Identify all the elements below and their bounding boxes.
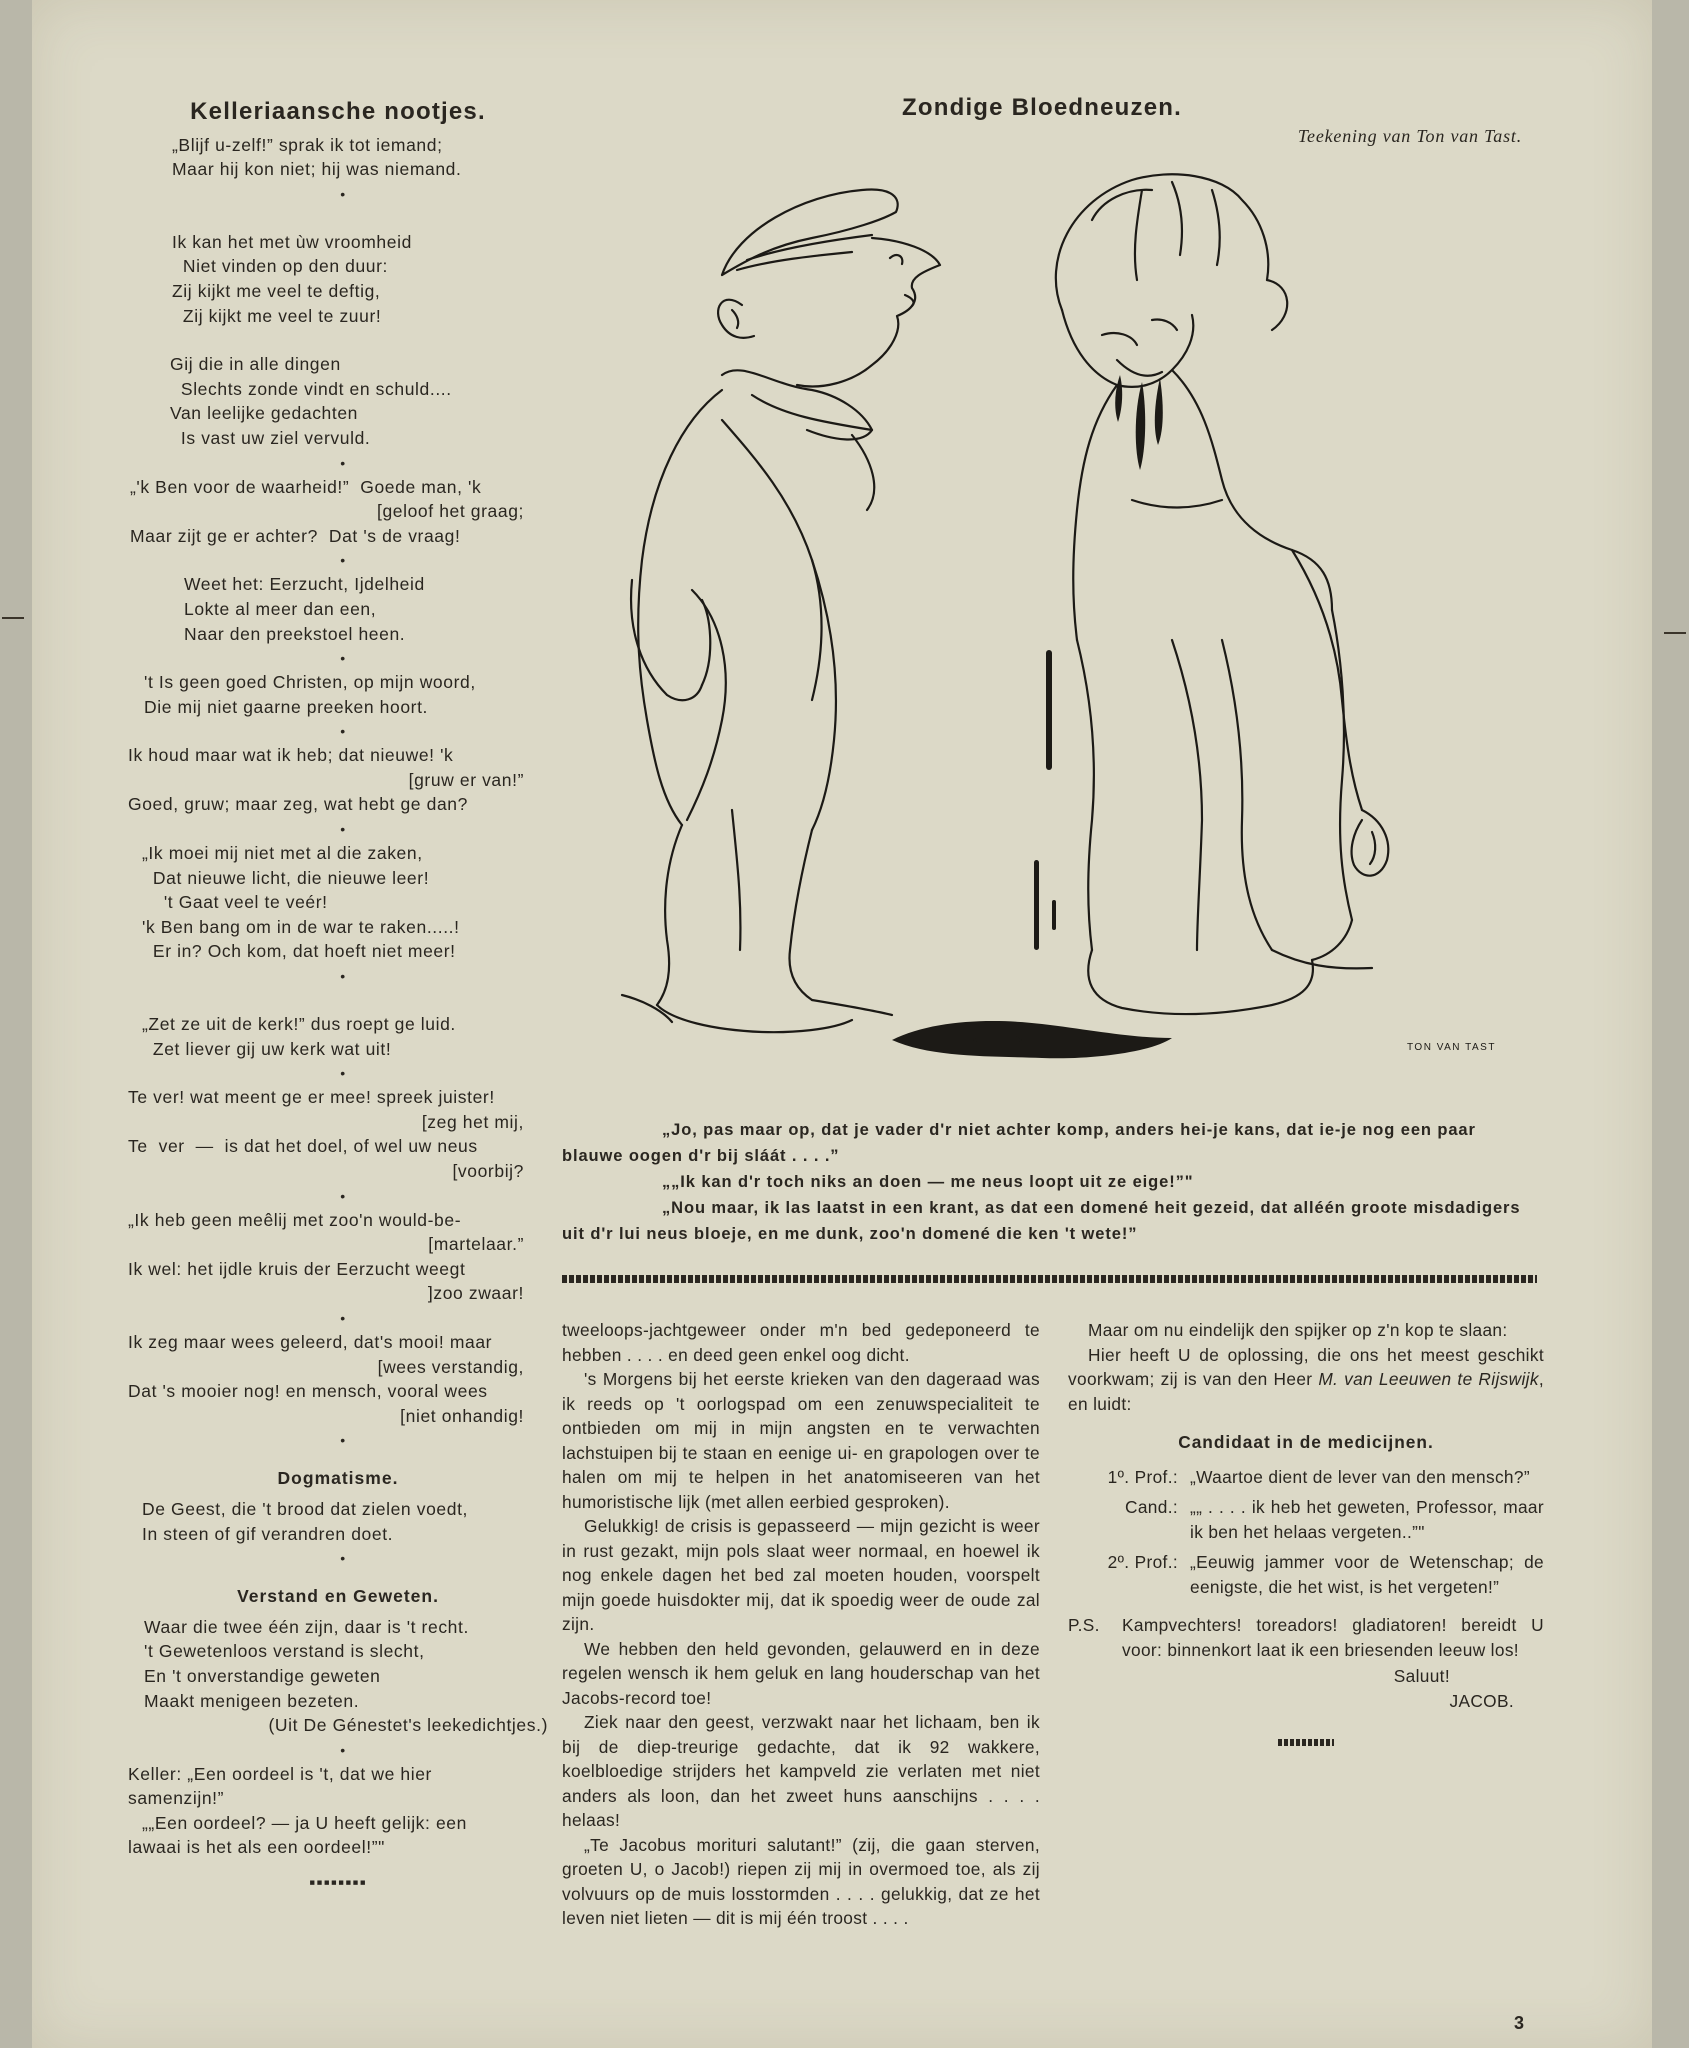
- left-figure-collar: [722, 370, 872, 439]
- left-figure-trousers: [657, 825, 682, 1005]
- left-figure-coat: [638, 390, 722, 825]
- paragraph: „Te Jacobus morituri salutant!” (zij, die gaan sterven, groeten U, o Jacob!) riepen zij mij in overmoed toe, als zij volvuurs op de muis losstormden . . . . gelukkig, dat ze het leven niet lieten — dit is mij één troost . . . .: [562, 1834, 1040, 1928]
- source-credit: (Uit De Génestet's leekedichtjes.): [268, 1715, 548, 1736]
- crop-mark-right: [1664, 632, 1686, 634]
- blood-drip: [1046, 650, 1052, 770]
- verse-line: Maar zijt ge er achter? Dat 's de vraag!: [130, 525, 461, 546]
- speaker: Cand.:: [1124, 1497, 1178, 1517]
- paragraph: tweeloops-jachtgeweer onder m'n bed gedeponeerd te hebben . . . . en deed geen enkel oog dicht.: [562, 1320, 1040, 1365]
- verse-line: Naar den preekstoel heen.: [184, 623, 406, 644]
- winner-name: M. van Leeuwen te Rijswijk: [1318, 1369, 1539, 1389]
- blood-drip: [1115, 375, 1122, 422]
- stanza: [128, 1615, 548, 1738]
- author-signature: JACOB.: [1449, 1690, 1514, 1711]
- stanza: [128, 1330, 548, 1428]
- dotted-rule: [562, 1275, 1537, 1283]
- speaker: 2º. Prof.:: [1107, 1552, 1178, 1572]
- postscript: [1068, 1613, 1544, 1662]
- separator-dot: •: [340, 723, 346, 740]
- verse-line: Slechts zonde vindt en schuld....: [170, 378, 452, 399]
- right-figure-body: [1172, 370, 1332, 610]
- newspaper-page: [32, 0, 1652, 2048]
- right-figure-shoes: [1088, 950, 1313, 1014]
- verse-line: Te ver! wat meent ge er mee! spreek juister!: [128, 1087, 495, 1108]
- section-title: Kelleriaansche nootjes.: [190, 98, 486, 125]
- paragraph: Maar om nu eindelijk den spijker op z'n kop te slaan:: [1088, 1320, 1508, 1340]
- paragraph-text: , en luidt:: [1068, 1369, 1544, 1414]
- verse-line: Ik wel: het ijdle kruis der Eerzucht weegt: [128, 1258, 466, 1279]
- right-column-article: [1068, 1318, 1544, 1746]
- speaker: 1º. Prof.:: [1107, 1466, 1178, 1487]
- verse-line: Weet het: Eerzucht, Ijdelheid: [184, 574, 425, 595]
- verse-line: [zeg het mij,: [421, 1111, 524, 1132]
- separator-dot: •: [340, 1550, 346, 1567]
- verse-line: 't Gewetenloos verstand is slecht,: [144, 1641, 425, 1662]
- blood-puddle: [892, 1021, 1172, 1058]
- blood-drip: [1034, 860, 1039, 950]
- verse-line: Lokte al meer dan een,: [184, 598, 377, 619]
- salutation: Saluut!: [1393, 1666, 1450, 1686]
- blood-drip: [1052, 900, 1056, 930]
- cartoon-caption: [562, 1117, 1542, 1247]
- verse-line: Maakt menigeen bezeten.: [144, 1690, 360, 1711]
- verse-line: En 't onverstandige geweten: [144, 1665, 381, 1686]
- separator-dot: •: [340, 552, 346, 569]
- subheading-dogmatisme: Dogmatisme.: [277, 1468, 399, 1489]
- stanza: [128, 670, 548, 719]
- paragraph: We hebben den held gevonden, gelauwerd en in deze regelen wensch ik hem geluk en lang houderschap van het Jacobs-record toe!: [562, 1638, 1040, 1708]
- left-figure-shoes: [657, 1005, 852, 1032]
- verse-line: Keller: „Een oordeel is 't, dat we hier: [128, 1763, 432, 1784]
- verse-line: [voorbij?: [452, 1161, 524, 1181]
- verse-line: [wees verstandig,: [377, 1356, 524, 1377]
- verse-line: Maar hij kon niet; hij was niemand.: [172, 159, 462, 180]
- paragraph: Gelukkig! de crisis is gepasseerd — mijn gezicht is weer in rust gezakt, mijn pols slaat weer normaal, en hoewel ik nog enkele dagen het bed zal moeten houden, voorspelt mijn goede huisdokter mij, dat ik spoedig weer de oude zal zijn.: [562, 1516, 1040, 1634]
- paragraph: [1068, 1343, 1544, 1417]
- separator-dot: •: [340, 1065, 346, 1082]
- paragraph: 's Morgens bij het eerste krieken van den dageraad was ik reeds op 't oorlogspad om een zenuwspecialiteit te ontbieden om mij in mijn angsten en te verwachten lachstuipen bij te staan en eenige ui- en grapologen over te halen om mij te helpen in het anatomiseeren van het humoristische lijk (met allen eerbied gesproken).: [562, 1369, 1040, 1512]
- verse-line: lawaai is het als een oordeel!”": [128, 1837, 385, 1858]
- verse-line: In steen of gif verandren doet.: [142, 1523, 394, 1544]
- ps-text: Kampvechters! toreadors! gladiatoren! bereidt U voor: binnenkort laat ik een briesenden leeuw los!: [1122, 1615, 1544, 1660]
- verse-line: Dat 's mooier nog! en mensch, vooral wees: [128, 1381, 488, 1402]
- verse-line: Ik zeg maar wees geleerd, dat's mooi! maar: [128, 1331, 493, 1352]
- end-rule-short: [1278, 1739, 1334, 1746]
- stanza: [128, 133, 548, 182]
- verse-line: Is vast uw ziel vervuld.: [170, 427, 371, 448]
- page-number: 3: [1514, 2013, 1525, 2033]
- verse-line: Zet liever gij uw kerk wat uit!: [142, 1038, 392, 1059]
- verse-line: Er in? Och kom, dat hoeft niet meer!: [142, 941, 456, 962]
- separator-dot: •: [340, 1432, 346, 1449]
- right-figure-face: [1062, 310, 1193, 387]
- verse-line: De Geest, die 't brood dat zielen voedt,: [142, 1498, 468, 1519]
- stanza: [128, 1497, 548, 1546]
- right-figure-hair: [1056, 174, 1268, 310]
- left-figure-ear: [718, 300, 754, 338]
- verse-line: „Ik moei mij niet met al die zaken,: [142, 843, 423, 864]
- verse-line: Ik houd maar wat ik heb; dat nieuwe! 'k: [128, 745, 454, 766]
- speech: „Eeuwig jammer voor de Wetenschap; de eenigste, die het wist, is het vergeten!”: [1190, 1552, 1544, 1597]
- verse-line: Zij kijkt me veel te zuur!: [172, 305, 382, 326]
- stanza: [128, 352, 548, 450]
- stanza: [128, 841, 548, 964]
- right-figure-hand: [1352, 810, 1389, 876]
- subheading-verstand: Verstand en Geweten.: [237, 1586, 439, 1607]
- verse-line: „„Een oordeel? — ja U heeft gelijk: een: [142, 1812, 467, 1833]
- separator-dot: •: [340, 821, 346, 838]
- cartoon-illustration: [572, 160, 1532, 1100]
- subheading-candidaat: Candidaat in de medicijnen.: [1178, 1432, 1434, 1452]
- verse-line: Zij kijkt me veel te deftig,: [172, 280, 381, 301]
- paragraph-text: Hier heeft U de oplossing, die ons het meest geschikt voorkwam; zij is van den Heer: [1068, 1344, 1544, 1389]
- caption-line: „„Ik kan d'r toch niks an doen — me neus loopt uit ze eige!”": [662, 1173, 1194, 1191]
- verse-line: 't Is geen goed Christen, op mijn woord,: [144, 672, 476, 693]
- verse-line: [martelaar.”: [428, 1234, 524, 1255]
- ps-label: P.S.: [1068, 1615, 1100, 1635]
- speech: „„ . . . . ik heb het geweten, Professor, maar ik ben het helaas vergeten..”": [1190, 1497, 1544, 1542]
- artist-signature: TON VAN TAST: [1407, 1042, 1496, 1053]
- stanza: [128, 1012, 548, 1061]
- verse-line: Ik kan het met ùw vroomheid: [172, 231, 412, 252]
- verse-line: Dat nieuwe licht, die nieuwe leer!: [142, 867, 430, 888]
- stanza: [128, 1762, 548, 1860]
- verse-line: Niet vinden op den duur:: [172, 256, 389, 277]
- separator-dot: •: [340, 1187, 346, 1204]
- stanza: [128, 1208, 548, 1306]
- right-figure-arm: [1292, 550, 1362, 810]
- stanza: [128, 572, 548, 646]
- verse-line: Goed, gruw; maar zeg, wat hebt ge dan?: [128, 794, 468, 815]
- stanza: [128, 475, 548, 549]
- dialogue-line: [1068, 1550, 1544, 1599]
- verse-line: Gij die in alle dingen: [170, 354, 341, 375]
- caption-line: „Jo, pas maar op, dat je vader d'r niet achter komp, anders hei-je kans, dat ie-je nog een paar blauwe oogen d'r bij sláát . . . .”: [562, 1121, 1476, 1165]
- stanza: [128, 230, 548, 328]
- verse-line: [geloof het graag;: [376, 501, 524, 522]
- verse-line: Die mij niet gaarne preeken hoort.: [144, 696, 429, 717]
- middle-column-article: [562, 1318, 1040, 1931]
- separator-dot: •: [340, 1309, 346, 1326]
- verse-line: [niet onhandig!: [400, 1405, 524, 1426]
- verse-line: [gruw er van!”: [408, 769, 524, 790]
- stanza: [128, 1085, 548, 1183]
- right-figure-trousers: [1077, 640, 1094, 950]
- dialogue-line: [1068, 1465, 1544, 1490]
- verse-line: 't Gaat veel te veér!: [142, 892, 328, 913]
- artist-credit: Teekening van Ton van Tast.: [1297, 126, 1522, 146]
- verse-line: ]zoo zwaar!: [427, 1283, 524, 1304]
- dialogue-line: [1068, 1495, 1544, 1544]
- crop-mark-left: [2, 617, 24, 619]
- caption-line: „Nou maar, ik las laatst in een krant, as dat een domené heit gezeid, dat alléén groote misdadigers uit d'r lui neus bloeje, en me dunk, zoo'n domené die ken 't wete!”: [562, 1199, 1521, 1243]
- separator-dot: •: [340, 968, 346, 985]
- separator-dot: •: [340, 1741, 346, 1758]
- cartoon-title: Zondige Bloedneuzen.: [902, 94, 1182, 121]
- left-figure-face: [797, 238, 940, 386]
- separator-dot: •: [340, 185, 346, 202]
- verse-line: „Blijf u-zelf!” sprak ik tot iemand;: [172, 134, 443, 155]
- blood-drip: [1136, 382, 1145, 470]
- verse-line: „'k Ben voor de waarheid!” Goede man, 'k: [130, 476, 482, 497]
- separator-dot: •: [340, 650, 346, 667]
- verse-line: samenzijn!”: [128, 1788, 225, 1809]
- verse-line: Waar die twee één zijn, daar is 't recht.: [144, 1616, 469, 1637]
- separator-dot: •: [340, 454, 346, 471]
- speech: „Waartoe dient de lever van den mensch?”: [1190, 1466, 1530, 1487]
- blood-drip: [1155, 378, 1163, 445]
- verse-line: „Zet ze uit de kerk!” dus roept ge luid.: [142, 1014, 456, 1035]
- verse-line: 'k Ben bang om in de war te raken.....!: [142, 916, 460, 937]
- left-column-poems: [128, 96, 548, 1895]
- stanza: [128, 743, 548, 817]
- right-figure-ear: [1267, 280, 1287, 330]
- left-figure-cap: [722, 190, 898, 275]
- end-rule: ▪▪▪▪▪▪▪▪: [309, 1872, 367, 1893]
- verse-line: „Ik heb geen meêlij met zoo'n would-be-: [128, 1209, 462, 1230]
- verse-line: Te ver — is dat het doel, of wel uw neus: [128, 1136, 478, 1157]
- paragraph: Ziek naar den geest, verzwakt naar het lichaam, ben ik bij de diep-treurige gedachte, dat ik 92 wakkere, koelbloedige strijders het kampveld zie verlaten met niet anders als loon, dan het zweet huns aanschijns . . . . helaas!: [562, 1712, 1040, 1830]
- verse-line: Van leelijke gedachten: [170, 403, 359, 424]
